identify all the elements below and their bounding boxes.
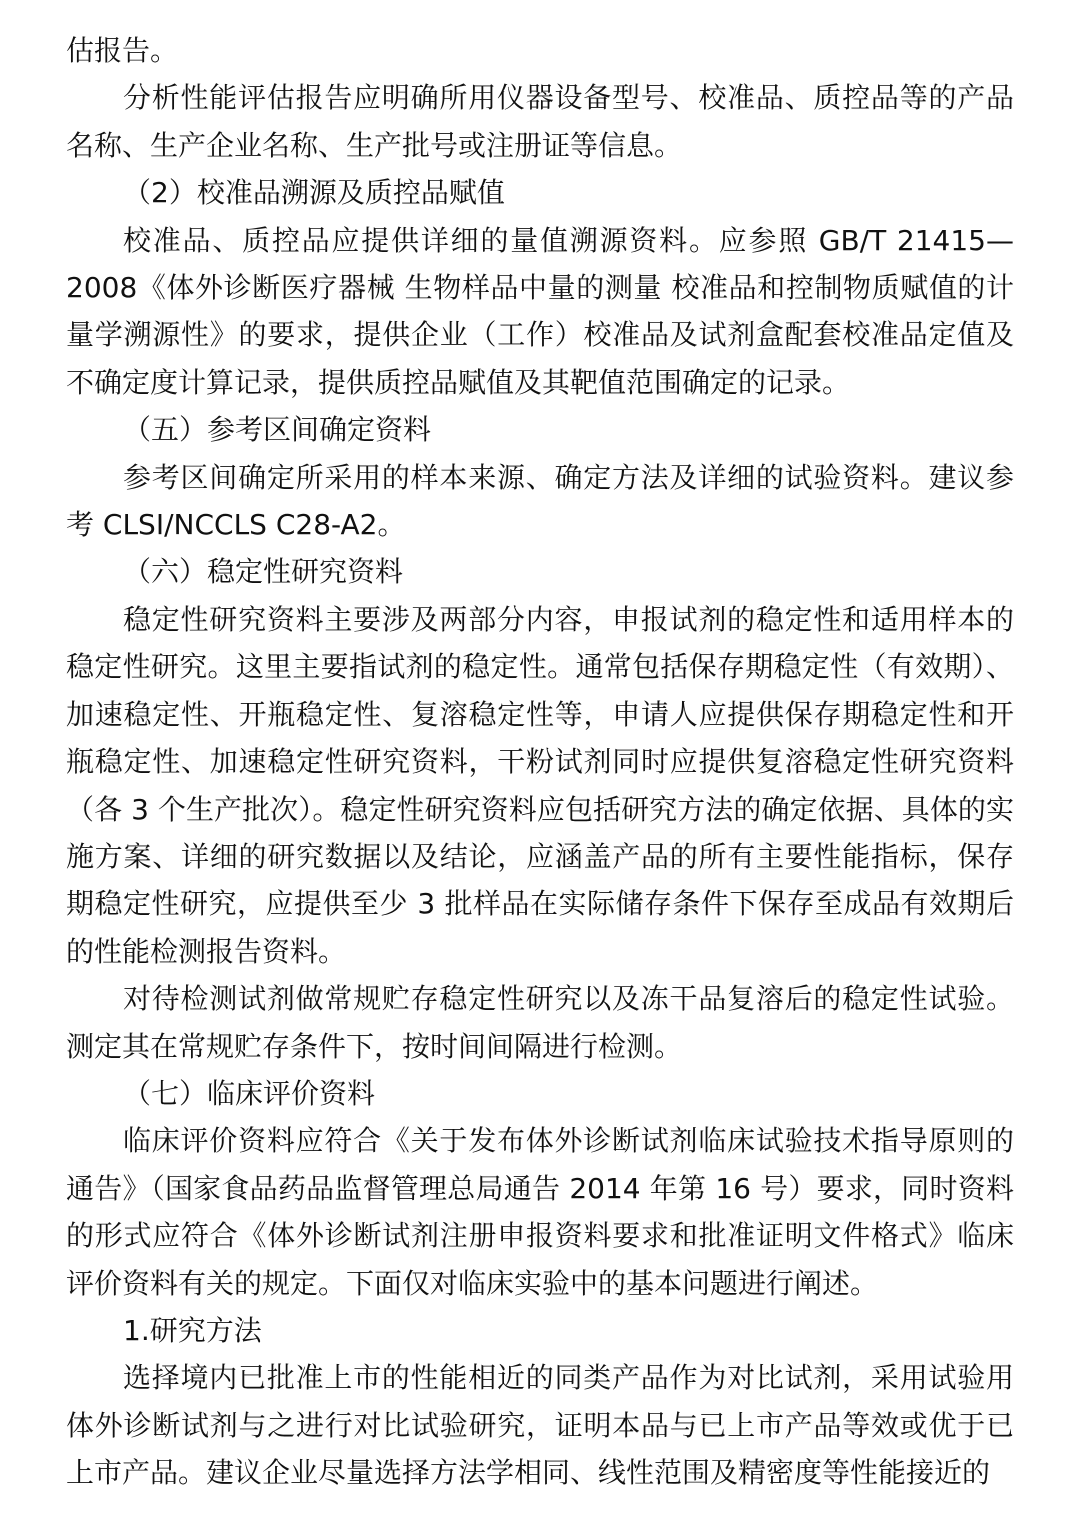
document-page: [66, 0, 1014, 1526]
paragraph-reference-interval: 参考区间确定所采用的样本来源、确定方法及详细的试验资料。建议参考 CLSI/NCCLS C28-A2。: [66, 460, 1014, 542]
paragraph-research-method: 选择境内已批准上市的性能相近的同类产品作为对比试剂，采用试验用体外诊断试剂与之进行对比试验研究，证明本品与已上市产品等效或优于已上市产品。建议企业尽量选择方法学相同、线性范围及精密度等性能接近的: [66, 1361, 1014, 1490]
heading-stability: （六）稳定性研究资料: [123, 555, 404, 589]
paragraph-storage-stability: 对待检测试剂做常规贮存稳定性研究以及冻干品复溶后的稳定性试验。测定其在常规贮存条件下，按时间间隔进行检测。: [66, 982, 1014, 1063]
paragraph-stability: 稳定性研究资料主要涉及两部分内容，申报试剂的稳定性和适用样本的稳定性研究。这里主要指试剂的稳定性。通常包括保存期稳定性（有效期）、加速稳定性、开瓶稳定性、复溶稳定性等，申请人应提供保存期稳定性和开瓶稳定性、加速稳定性研究资料，干粉试剂同时应提供复溶稳定性研究资料（各 3 个生产批次）。稳定性研究资料应包括研究方法的确定依据、具体的实施方案、详细的研究数据以及结论，应涵盖产品的所有主要性能指标，保存期稳定性研究，应提供至少 3 批样品在实际储存条件下保存至成品有效期后的性能检测报告资料。: [66, 602, 1014, 968]
paragraph-analysis-report: 分析性能评估报告应明确所用仪器设备型号、校准品、质控品等的产品名称、生产企业名称、生产批号或注册证等信息。: [66, 81, 1014, 162]
heading-reference-interval: （五）参考区间确定资料: [123, 413, 432, 447]
heading-research-method: 1.研究方法: [123, 1313, 262, 1347]
paragraph-clinical-evaluation: 临床评价资料应符合《关于发布体外诊断试剂临床试验技术指导原则的通告》（国家食品药品监督管理总局通告 2014 年第 16 号）要求，同时资料的形式应符合《体外诊断试剂注册申报资料要求和批准证明文件格式》临床评价资料有关的规定。下面仅对临床实验中的基本问题进行阐述。: [66, 1124, 1014, 1300]
heading-clinical-evaluation: （七）临床评价资料: [123, 1076, 376, 1110]
paragraph-continuation: 估报告。: [66, 34, 179, 67]
heading-calibrator-traceability: （2）校准品溯源及质控品赋值: [123, 176, 505, 210]
paragraph-traceability: 校准品、质控品应提供详细的量值溯源资料。应参照 GB/T 21415—2008《体外诊断医疗器械 生物样品中量的测量 校准品和控制物质赋值的计量学溯源性》的要求，提供企业（工作）校准品及试剂盒配套校准品定值及不确定度计算记录，提供质控品赋值及其靶值范围确定的记录。: [66, 223, 1014, 399]
